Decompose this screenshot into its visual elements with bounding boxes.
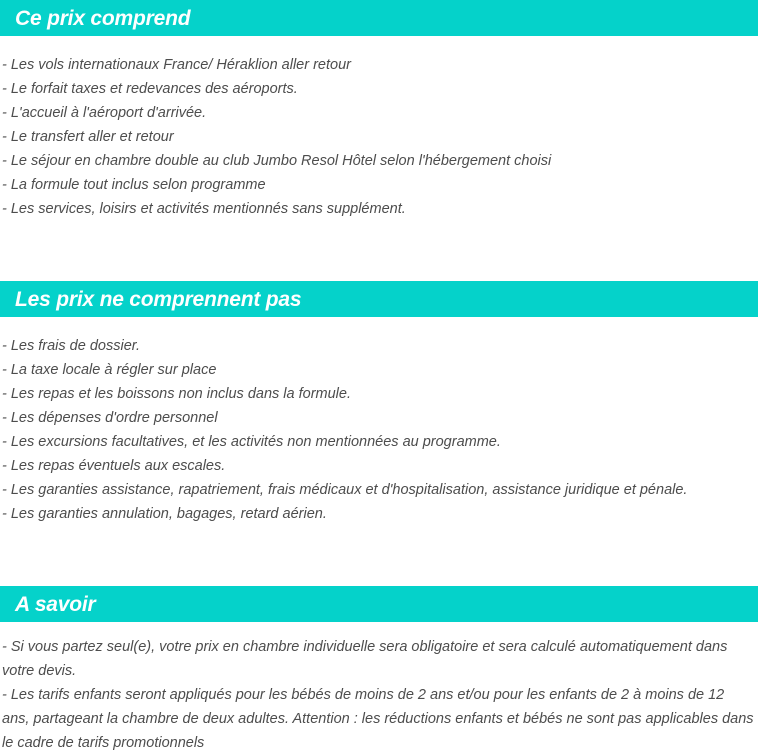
- list-item: - Les garanties annulation, bagages, retard aérien.: [2, 506, 327, 522]
- section-les-prix-ne-comprennent-pas: [0, 281, 758, 526]
- list-item: - L'accueil à l'aéroport d'arrivée.: [2, 105, 207, 121]
- section-title: A savoir: [15, 592, 96, 616]
- section-spacer: [0, 221, 758, 281]
- included-list: [2, 53, 754, 221]
- list-item: - La formule tout inclus selon programme: [2, 177, 266, 193]
- list-item: - Le forfait taxes et redevances des aéroports.: [2, 81, 298, 97]
- section-body-a-savoir: [0, 622, 758, 755]
- list-item: - Les frais de dossier.: [2, 338, 141, 354]
- list-item: - Les tarifs enfants seront appliqués pour les bébés de moins de 2 ans et/ou pour les enfants de 2 à moins de 12 ans, partageant la chambre de deux adultes. Attention : les réductions enfants et bébés ne sont pas applicables dans le cadre de tarifs promotionnels: [2, 687, 754, 751]
- section-body-les-prix-ne-comprennent-pas: [0, 317, 758, 526]
- section-a-savoir: [0, 586, 758, 755]
- section-body-ce-prix-comprend: [0, 36, 758, 221]
- section-header-a-savoir: [0, 586, 758, 622]
- list-item: - Le transfert aller et retour: [2, 129, 174, 145]
- list-item: - Le séjour en chambre double au club Jumbo Resol Hôtel selon l'hébergement choisi: [2, 153, 552, 169]
- list-item: - Les excursions facultatives, et les activités non mentionnées au programme.: [2, 434, 501, 450]
- section-title: Ce prix comprend: [15, 6, 191, 30]
- list-item: - Les repas éventuels aux escales.: [2, 458, 226, 474]
- list-item: - Les garanties assistance, rapatriement, frais médicaux et d'hospitalisation, assistance juridique et pénale.: [2, 482, 688, 498]
- list-item: - Les vols internationaux France/ Héraklion aller retour: [2, 57, 351, 73]
- list-item: - Les repas et les boissons non inclus dans la formule.: [2, 386, 351, 402]
- list-item: - Les dépenses d'ordre personnel: [2, 410, 218, 426]
- section-spacer: [0, 526, 758, 586]
- notes-list: [2, 635, 754, 755]
- list-item: - Si vous partez seul(e), votre prix en chambre individuelle sera obligatoire et sera calculé automatiquement dans votre devis.: [2, 639, 728, 679]
- section-header-ce-prix-comprend: [0, 0, 758, 36]
- list-item: - La taxe locale à régler sur place: [2, 362, 217, 378]
- excluded-list: [2, 334, 754, 526]
- section-title: Les prix ne comprennent pas: [15, 287, 302, 311]
- list-item: - Les services, loisirs et activités mentionnés sans supplément.: [2, 201, 406, 217]
- section-ce-prix-comprend: [0, 0, 758, 221]
- section-header-les-prix-ne-comprennent-pas: [0, 281, 758, 317]
